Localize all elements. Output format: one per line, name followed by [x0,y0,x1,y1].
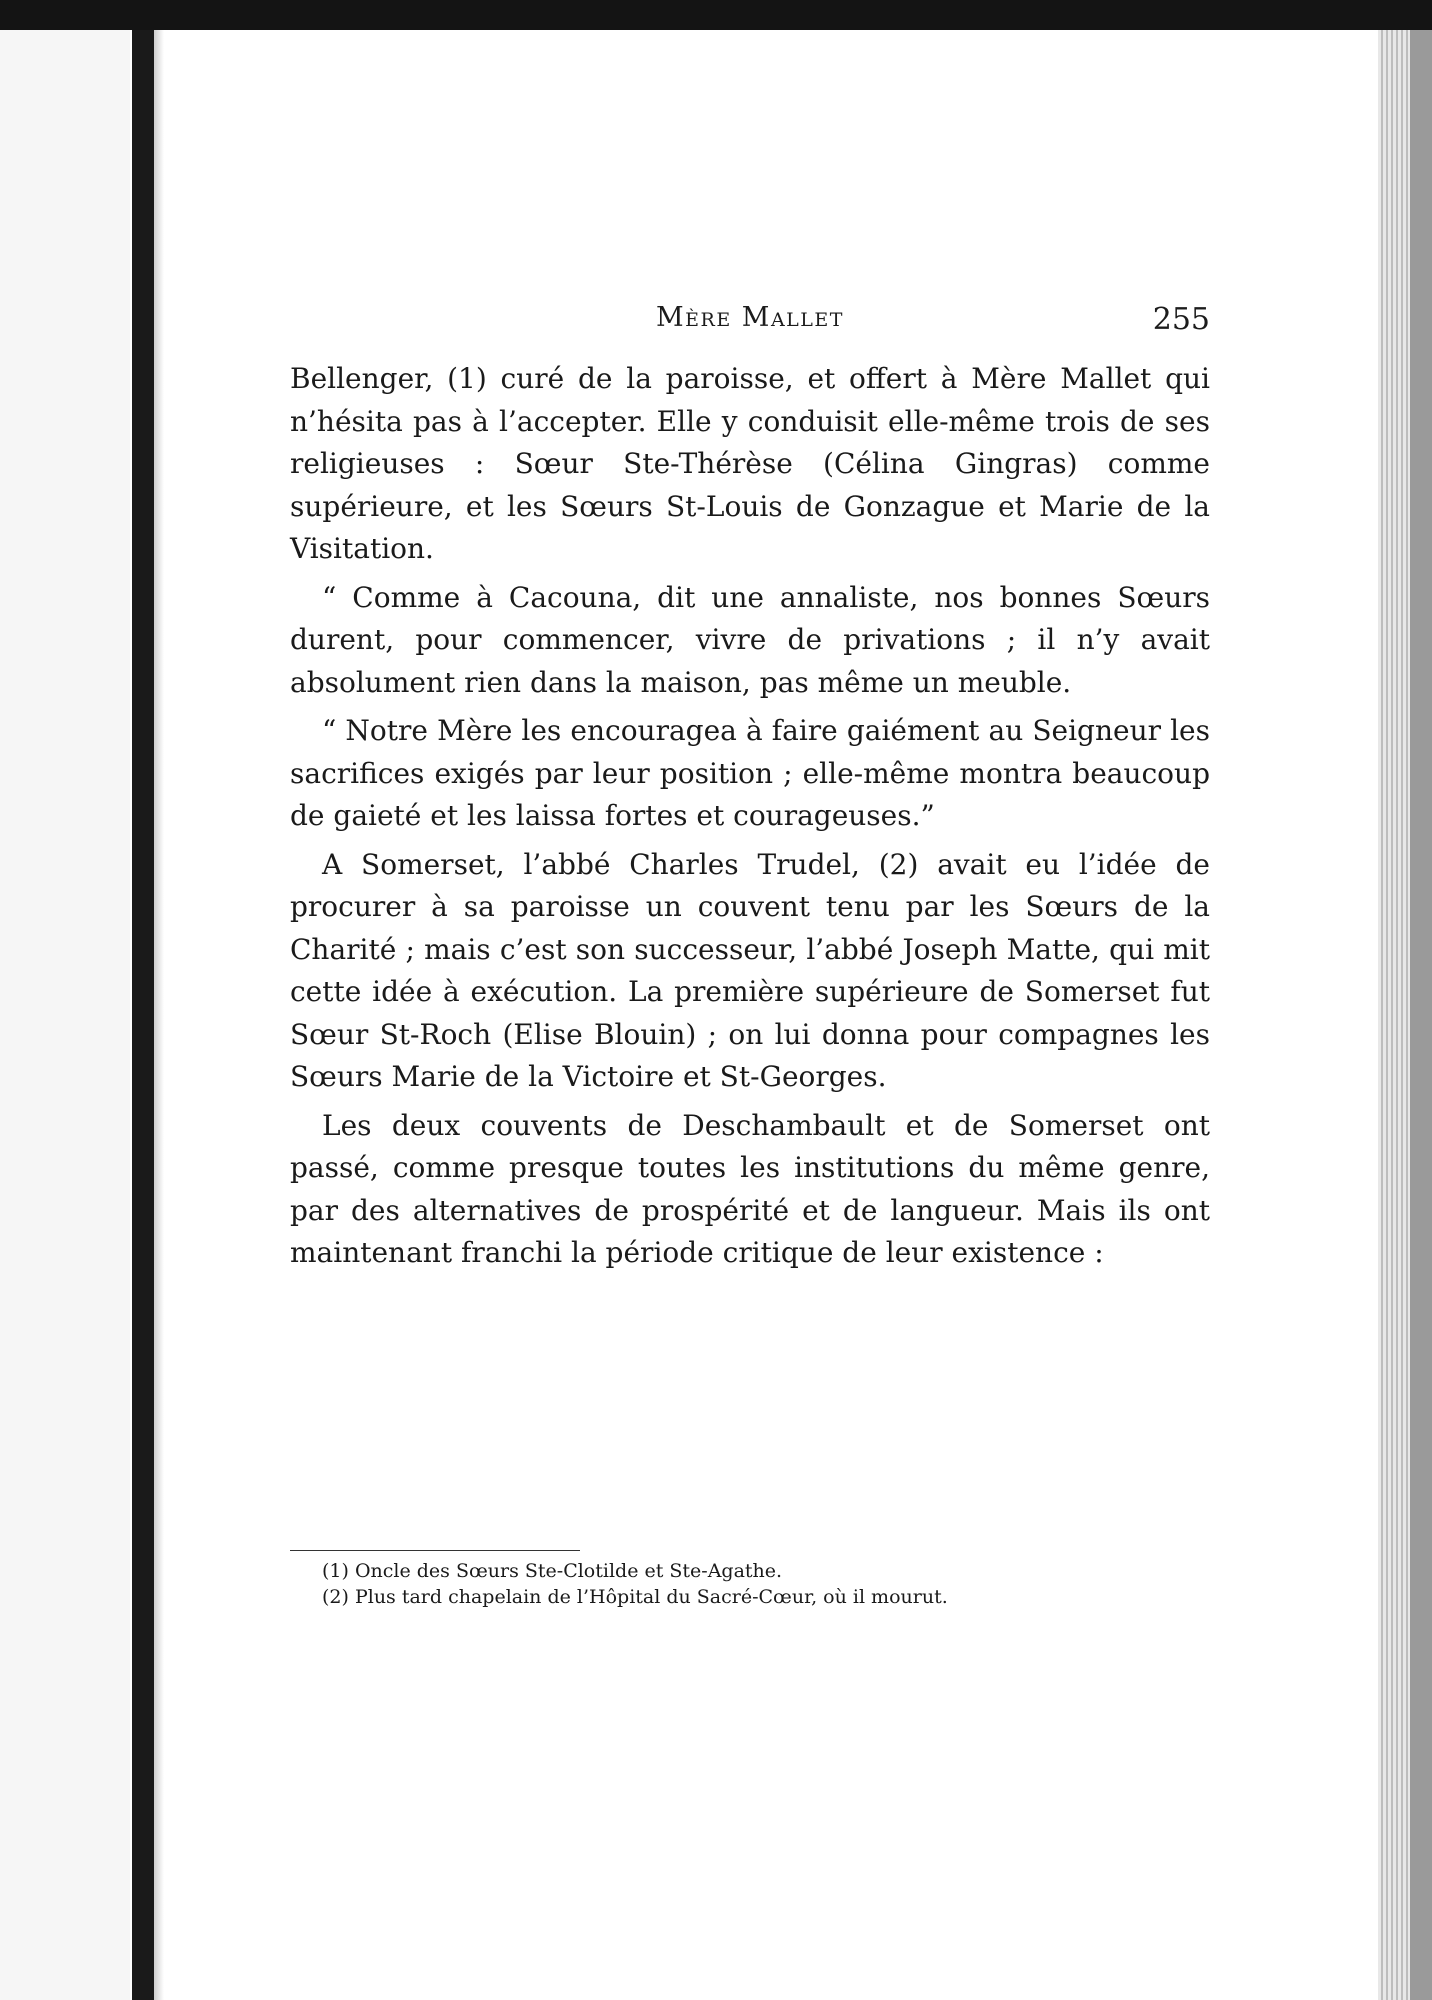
page-header [290,302,1210,352]
paragraph-1: Bellenger, (1) curé de la paroisse, et offert à Mère Mallet qui n’hésita pas à l’accepter. Elle y conduisit elle-même trois de ses religieuses : Sœur Ste-Thérèse (Célina Gingras) comme supérieure, et les Sœurs St-Louis de Gonzague et Marie de la Visitation. [290,362,1210,565]
page-number: 255 [1152,302,1210,337]
footnote-1: (1) Oncle des Sœurs Ste-Clotilde et Ste-Agathe. [322,1560,783,1582]
page-edges-shadow [1410,30,1432,2000]
running-head: Mère Mallet [656,302,844,333]
gutter-shadow [154,30,164,2000]
book-gutter [132,30,154,2000]
paragraph-2: “ Comme à Cacouna, dit une annaliste, nos bonnes Sœurs durent, pour commencer, vivre de privations ; il n’y avait absolument rien dans la maison, pas même un meuble. [290,580,1210,699]
paragraph-5: Les deux couvents de Deschambault et de Somerset ont passé, comme presque toutes les institutions du même genre, par des alternatives de prospérité et de langueur. Mais ils ont maintenant franchi la période critique de leur existence : [290,1108,1210,1269]
footnote-2: (2) Plus tard chapelain de l’Hôpital du Sacré-Cœur, où il mourut. [322,1586,948,1608]
paragraph-4: A Somerset, l’abbé Charles Trudel, (2) avait eu l’idée de procurer à sa paroisse un couvent tenu par les Sœurs de la Charité ; mais c’est son successeur, l’abbé Joseph Matte, qui mit cette idée à exécution. La première supérieure de Somerset fut Sœur St-Roch (Elise Blouin) ; on lui donna pour compagnes les Sœurs Marie de la Victoire et St-Georges. [290,847,1210,1093]
facing-page-margin [0,30,130,2000]
book-page [164,30,1378,2000]
scan-top-border [0,0,1432,30]
paragraph-3: “ Notre Mère les encouragea à faire gaiément au Seigneur les sacrifices exigés par leur position ; elle-même montra beaucoup de gaieté et les laissa fortes et courageuses.” [290,714,1210,832]
footnotes [290,1558,1170,1610]
footnote-rule [290,1550,580,1551]
body-text [290,358,1210,1281]
